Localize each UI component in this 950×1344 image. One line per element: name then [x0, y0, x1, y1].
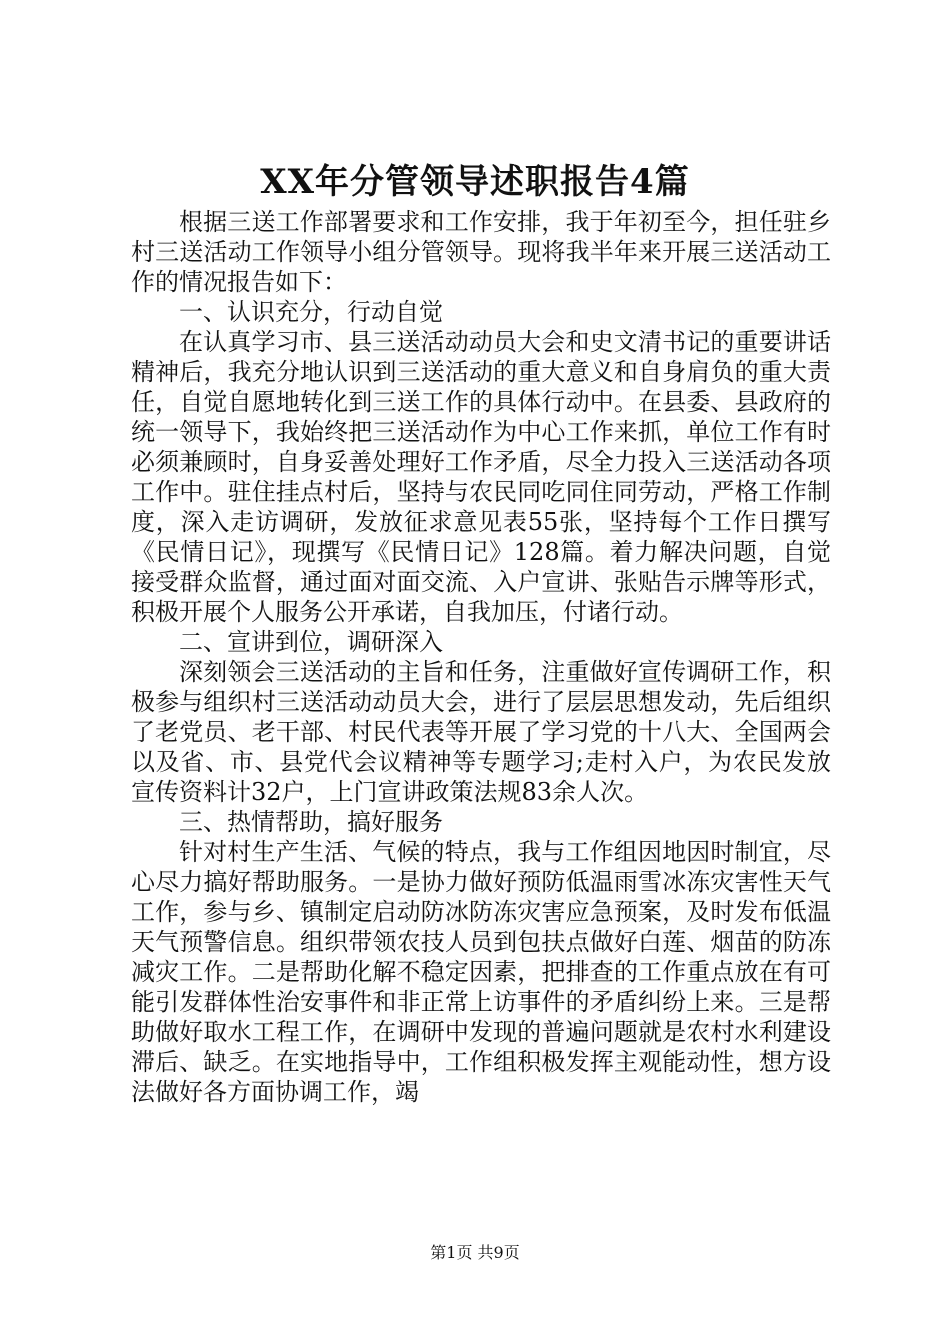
section-heading-3: 三、热情帮助，搞好服务: [179, 808, 443, 836]
paragraph-section-3: 针对村生产生活、气候的特点，我与工作组因地因时制宜，尽心尽力搞好帮助服务。一是协力做好预防低温雨雪冰冻灾害性天气工作，参与乡、镇制定启动防冰防冻灾害应急预案，及时发布低温天气预警信息。组织带领农技人员到包扶点做好白莲、烟苗的防冻减灾工作。二是帮助化解不稳定因素，把排查的工作重点放在有可能引发群体性治安事件和非正常上访事件的矛盾纠纷上来。三是帮助做好取水工程工作，在调研中发现的普遍问题就是农村水利建设滞后、缺乏。在实地指导中，工作组积极发挥主观能动性，想方设法做好各方面协调工作，竭: [131, 838, 831, 1106]
section-heading-2: 二、宣讲到位，调研深入: [179, 628, 443, 656]
document-body: [131, 207, 831, 1107]
section-heading-1: 一、认识充分，行动自觉: [179, 298, 443, 326]
document-title: XX年分管领导述职报告4篇: [260, 162, 690, 202]
paragraph-section-2: 深刻领会三送活动的主旨和任务，注重做好宣传调研工作，积极参与组织村三送活动动员大会，进行了层层思想发动，先后组织了老党员、老干部、村民代表等开展了学习党的十八大、全国两会以及省、市、县党代会议精神等专题学习;走村入户，为农民发放宣传资料计32户，上门宣讲政策法规83余人次。: [131, 658, 831, 806]
page-footer: 第1页 共9页: [430, 1243, 520, 1262]
paragraph-section-1: 在认真学习市、县三送活动动员大会和史文清书记的重要讲话精神后，我充分地认识到三送活动的重大意义和自身肩负的重大责任，自觉自愿地转化到三送工作的具体行动中。在县委、县政府的统一领导下，我始终把三送活动作为中心工作来抓，单位工作有时必须兼顾时，自身妥善处理好工作矛盾，尽全力投入三送活动各项工作中。驻住挂点村后，坚持与农民同吃同住同劳动，严格工作制度，深入走访调研，发放征求意见表55张，坚持每个工作日撰写《民情日记》，现撰写《民情日记》128篇。着力解决问题，自觉接受群众监督，通过面对面交流、入户宣讲、张贴告示牌等形式，积极开展个人服务公开承诺，自我加压，付诸行动。: [131, 328, 831, 626]
paragraph-intro: 根据三送工作部署要求和工作安排，我于年初至今，担任驻乡村三送活动工作领导小组分管领导。现将我半年来开展三送活动工作的情况报告如下：: [131, 208, 831, 296]
